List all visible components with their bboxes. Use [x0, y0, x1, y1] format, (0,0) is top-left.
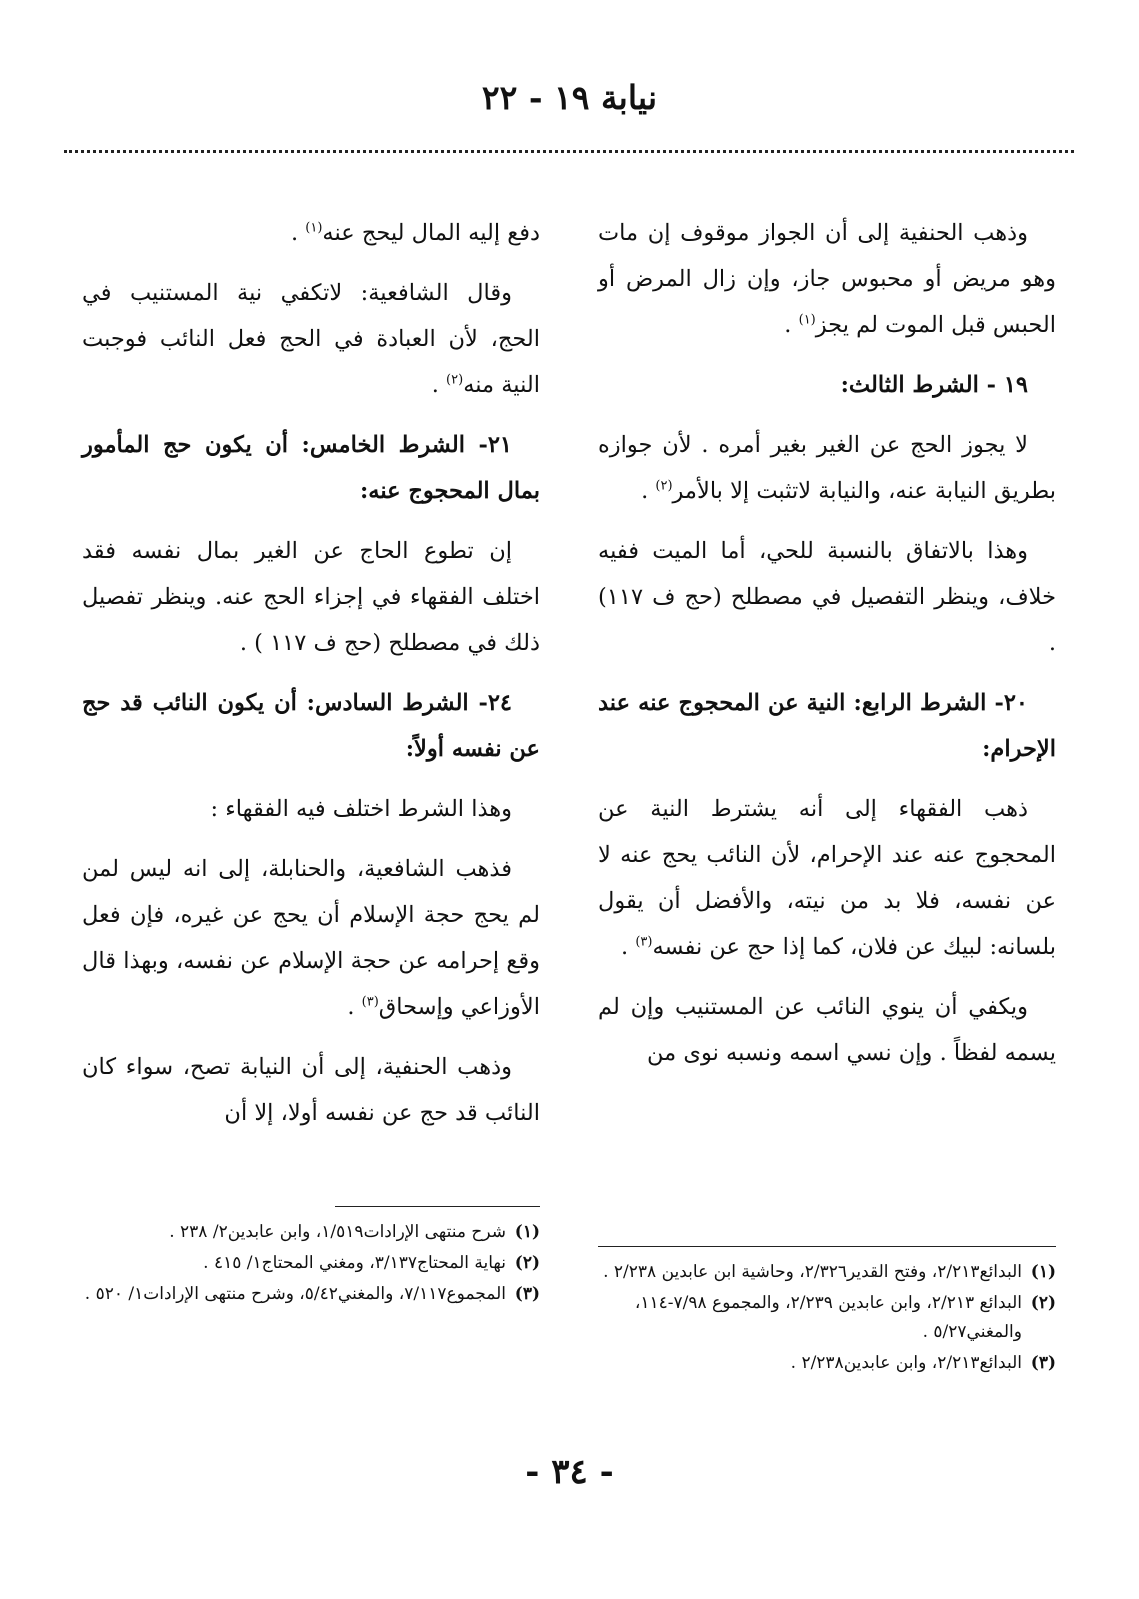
- paragraph: وذهب الحنفية، إلى أن النيابة تصح، سواء كان النائب قد حج عن نفسه أولا، إلا أن: [82, 1054, 540, 1126]
- right-column: [598, 210, 1056, 1090]
- footnotes-right: [598, 1258, 1056, 1380]
- section-heading-20: ٢٠- الشرط الرابع: النية عن المحجوج عنه عند الإحرام:: [598, 690, 1056, 762]
- left-column: [82, 210, 540, 1150]
- footnote-ref: (٢): [446, 372, 464, 388]
- paragraph: ويكفي أن ينوي النائب عن المستنيب وإن لم يسمه لفظاً . وإن نسي اسمه ونسبه نوى من: [598, 994, 1056, 1066]
- paragraph: ذهب الفقهاء إلى أنه يشترط النية عن المحجوج عنه عند الإحرام، لأن النائب يحج عنه لا عن نفسه، فلا بد من نيته، والأفضل أن يقول بلسانه: لبيك عن فلان، كما إذا حج عن نفسه$^{(٣)}$ .: [598, 796, 1056, 960]
- footnote-divider: [335, 1206, 540, 1207]
- paragraph: وقال الشافعية: لاتكفي نية المستنيب في الحج، لأن العبادة في الحج فعل النائب فوجبت النية منه$^{(٢)}$ .: [82, 280, 540, 398]
- footnotes-left: [82, 1218, 540, 1311]
- section-heading-21: ٢١- الشرط الخامس: أن يكون حج المأمور بمال المحجوج عنه:: [82, 432, 540, 504]
- paragraph: وهذا الشرط اختلف فيه الفقهاء :: [210, 796, 512, 822]
- paragraph: دفع إليه المال ليحج عنه$^{(١)}$ .: [290, 220, 540, 246]
- paragraph: فذهب الشافعية، والحنابلة، إلى انه ليس لمن لم يحج حجة الإسلام أن يحج عن غيره، فإن فعل وقع إحرامه عن حجة الإسلام عن نفسه، وبهذا قال الأوزاعي وإسحاق$^{(٣)}$ .: [82, 856, 540, 1020]
- footnote: (٢) نهاية المحتاج٣/١٣٧، ومغني المحتاج١/ ٤١٥ .: [203, 1253, 540, 1273]
- paragraph: إن تطوع الحاج عن الغير بمال نفسه فقد اختلف الفقهاء في إجزاء الحج عنه. وينظر تفصيل ذلك في مصطلح (حج ف ١١٧ ) .: [82, 538, 540, 656]
- footnote-divider: [598, 1246, 1056, 1247]
- paragraph: لا يجوز الحج عن الغير بغير أمره . لأن جوازه بطريق النيابة عنه، والنيابة لاتثبت إلا بالأمر$^{(٢)}$ .: [598, 432, 1056, 504]
- dotted-header-rule: [64, 150, 1074, 153]
- page-number: - ٣٤ -: [525, 1452, 614, 1492]
- footnote: (١) شرح منتهى الإرادات١/٥١٩، وابن عابدين٢/ ٢٣٨ .: [169, 1222, 540, 1242]
- footnote-ref: (١): [798, 312, 816, 328]
- footnote-ref: (٢): [655, 478, 673, 494]
- section-heading-19: ١٩ - الشرط الثالث:: [840, 372, 1028, 398]
- page-title: نيابة ١٩ - ٢٢: [481, 78, 658, 117]
- footnote: (٢) البدائع ٢/٢١٣، وابن عابدين ٢/٢٣٩، والمجموع ٧/٩٨-١١٤، والمغني٥/٢٧ .: [634, 1293, 1056, 1342]
- paragraph: وذهب الحنفية إلى أن الجواز موقوف إن مات وهو مريض أو محبوس جاز، وإن زال المرض أو الحبس قبل الموت لم يجز$^{(١)}$ .: [598, 220, 1056, 338]
- footnote-ref: (٣): [361, 994, 379, 1010]
- footnote: (٣) البدائع٢/٢١٣، وابن عابدين٢/٢٣٨ .: [790, 1353, 1056, 1373]
- footnote: (١) البدائع٢/٢١٣، وفتح القدير٢/٣٢٦، وحاشية ابن عابدين ٢/٢٣٨ .: [603, 1262, 1056, 1282]
- footnote: (٣) المجموع٧/١١٧، والمغني٥/٤٢، وشرح منتهى الإرادات١/ ٥٢٠ .: [84, 1284, 540, 1304]
- section-heading-24: ٢٤- الشرط السادس: أن يكون النائب قد حج عن نفسه أولاً:: [82, 690, 540, 762]
- footnote-ref: (٣): [635, 934, 653, 950]
- paragraph: وهذا بالاتفاق بالنسبة للحي، أما الميت ففيه خلاف، وينظر التفصيل في مصطلح (حج ف ١١٧) .: [598, 538, 1056, 656]
- footnote-ref: (١): [305, 220, 323, 236]
